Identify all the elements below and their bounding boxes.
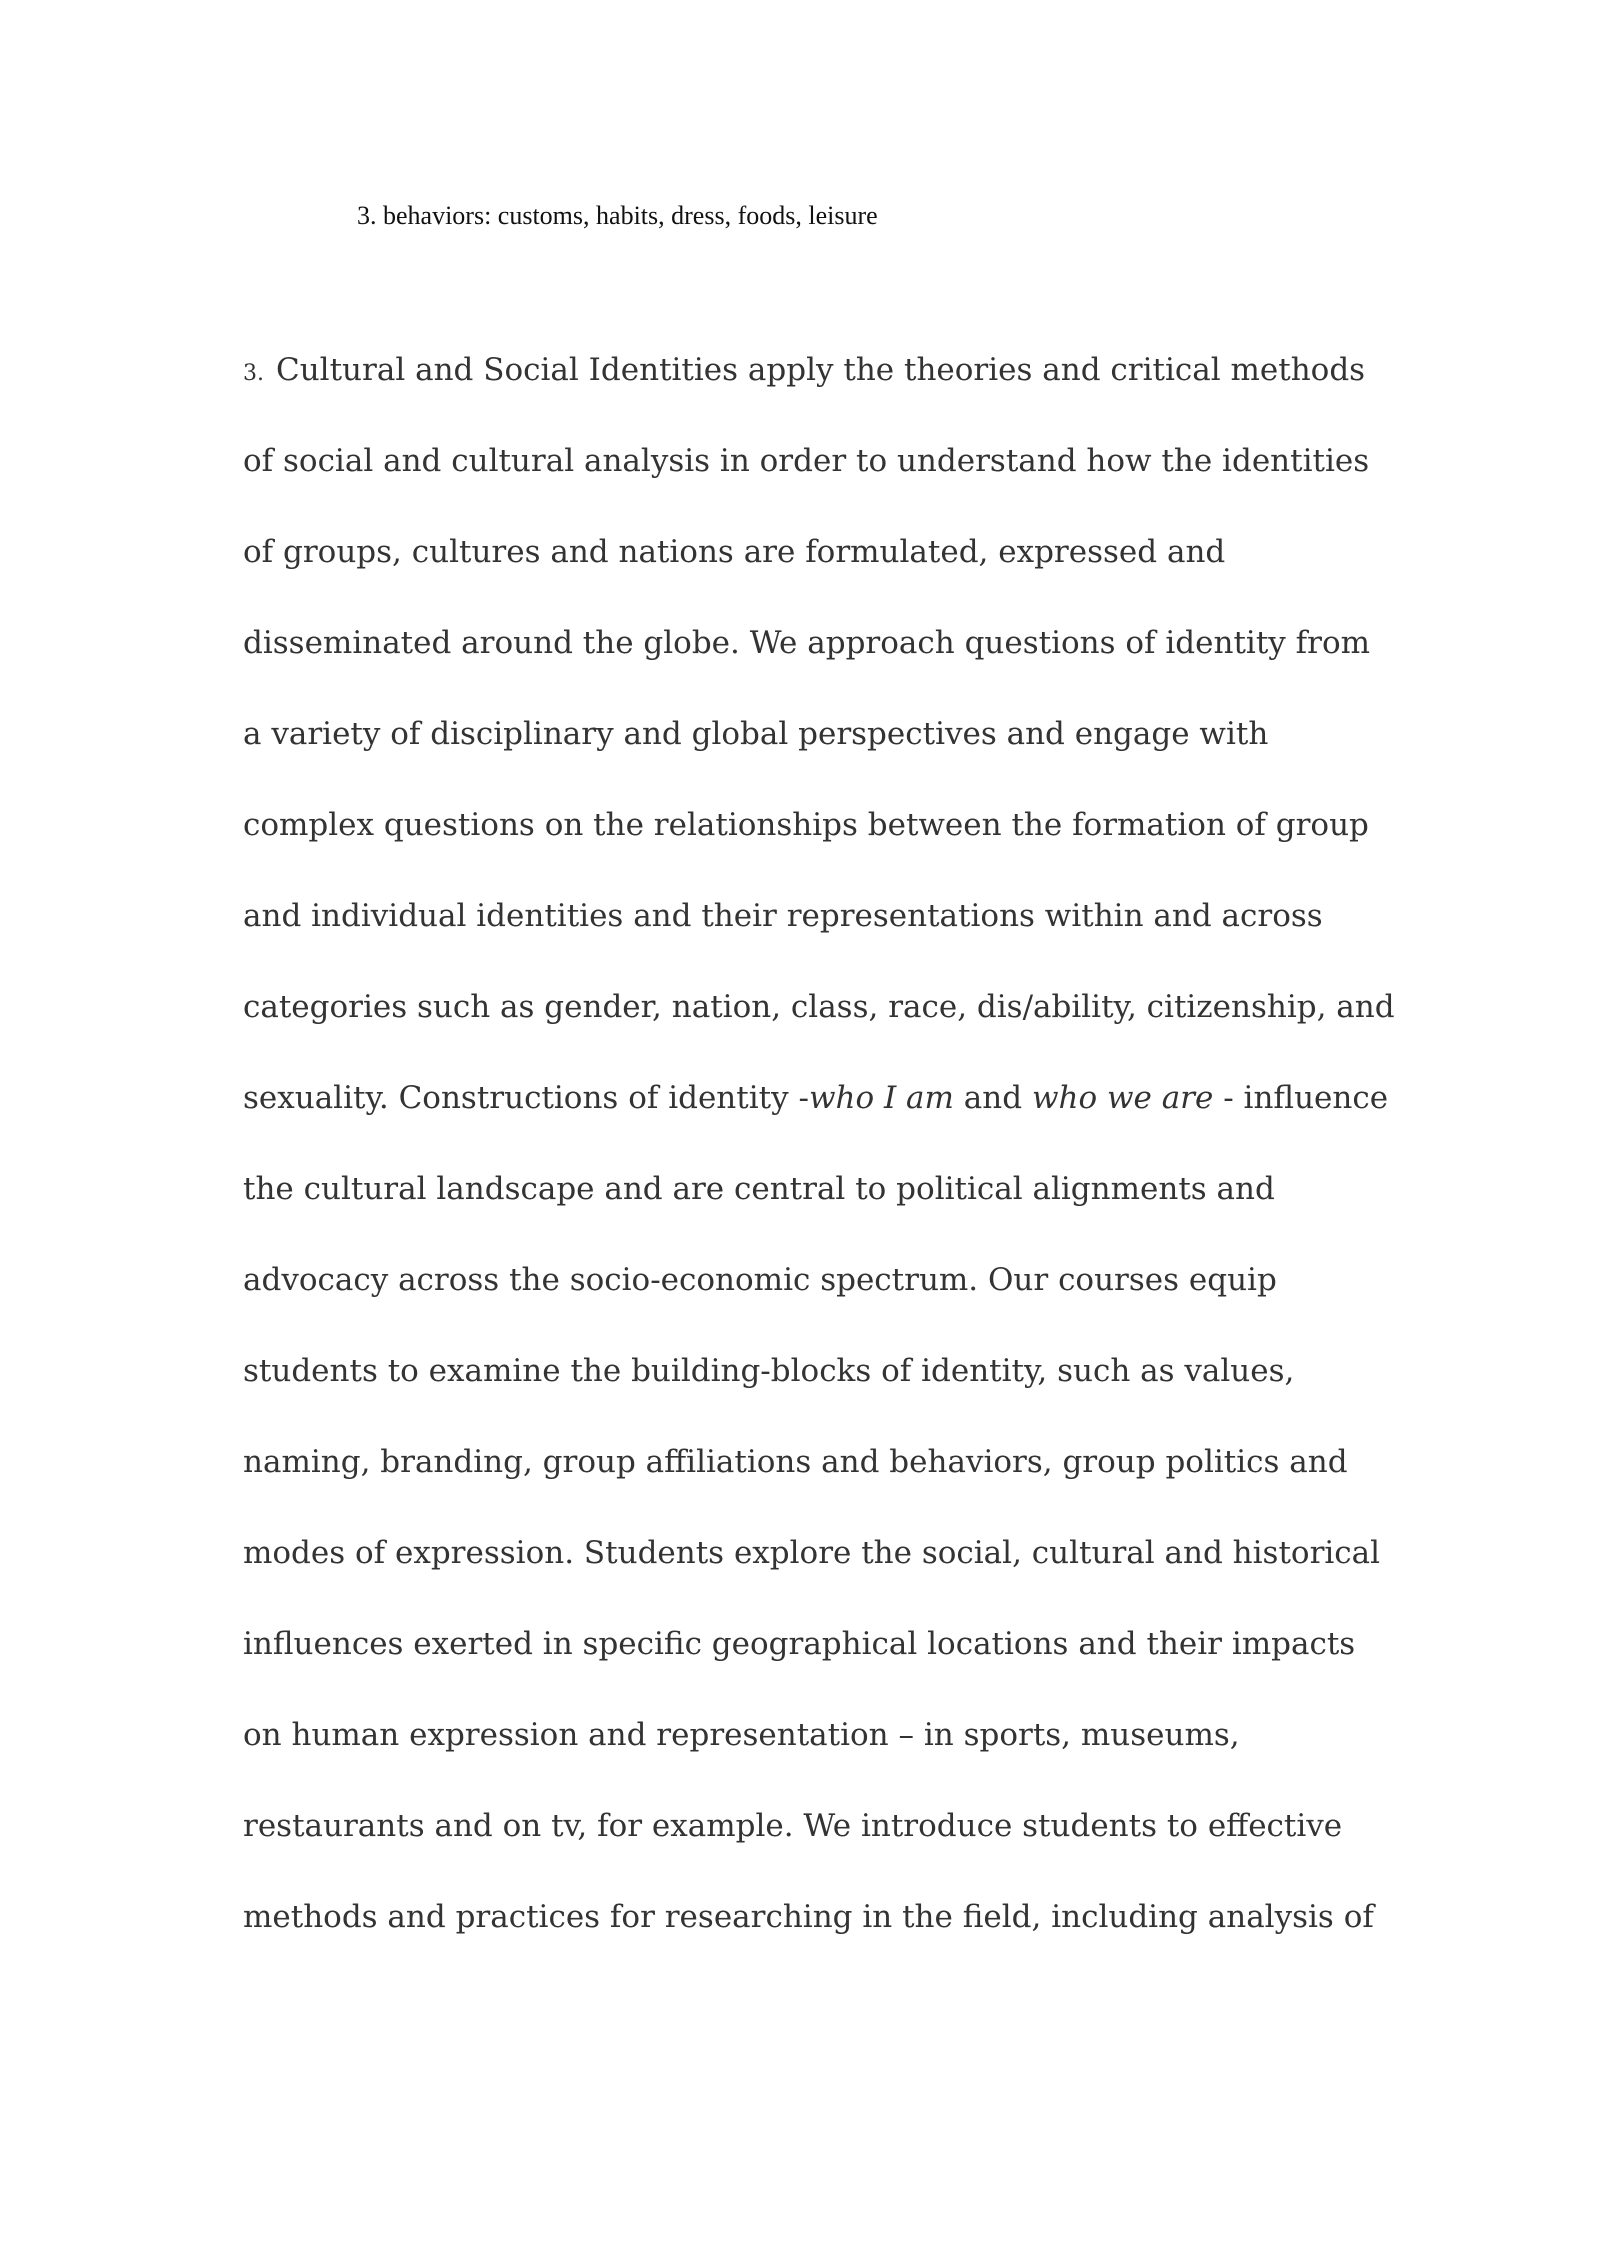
paragraph-line (243, 340, 1373, 431)
paragraph-line: a variety of disciplinary and global perspectives and engage with (243, 716, 1269, 752)
paragraph-line: influences exerted in specific geographical locations and their impacts (243, 1626, 1356, 1662)
paragraph-line: of social and cultural analysis in order to understand how the identities (243, 443, 1370, 479)
paragraph-line: disseminated around the globe. We approach questions of identity from (243, 625, 1371, 661)
paragraph-line: students to examine the building-blocks of identity, such as values, (243, 1353, 1295, 1389)
line-text: and (953, 1080, 1032, 1116)
section-number: 3. (243, 361, 264, 386)
line-text: Cultural and Social Identities apply the theories and critical methods (276, 352, 1366, 388)
paragraph-line: and individual identities and their representations within and across (243, 898, 1323, 934)
paragraph-line (243, 1068, 1389, 1159)
paragraph-line: the cultural landscape and are central to political alignments and (243, 1171, 1275, 1207)
paragraph-line: of groups, cultures and nations are formulated, expressed and (243, 534, 1226, 570)
paragraph-line: on human expression and representation – in sports, museums, (243, 1717, 1240, 1753)
italic-phrase: who we are (1031, 1080, 1214, 1116)
line-text: - influence (1213, 1080, 1389, 1116)
cultural-social-identities-section (243, 340, 1395, 1978)
paragraph-line: modes of expression. Students explore the social, cultural and historical (243, 1535, 1381, 1571)
paragraph-line: methods and practices for researching in the field, including analysis of (243, 1899, 1374, 1935)
italic-phrase: who I am (808, 1080, 954, 1116)
paragraph-line: advocacy across the socio-economic spectrum. Our courses equip (243, 1262, 1277, 1298)
paragraph-line: naming, branding, group affiliations and behaviors, group politics and (243, 1444, 1348, 1480)
paragraph-line: categories such as gender, nation, class, race, dis/ability, citizenship, and (243, 989, 1395, 1025)
paragraph-line: restaurants and on tv, for example. We introduce students to effective (243, 1808, 1343, 1844)
list-item-behaviors: 3. behaviors: customs, habits, dress, foods, leisure (357, 201, 878, 230)
paragraph-line: complex questions on the relationships between the formation of group (243, 807, 1369, 843)
line-text: sexuality. Constructions of identity - (243, 1080, 809, 1116)
